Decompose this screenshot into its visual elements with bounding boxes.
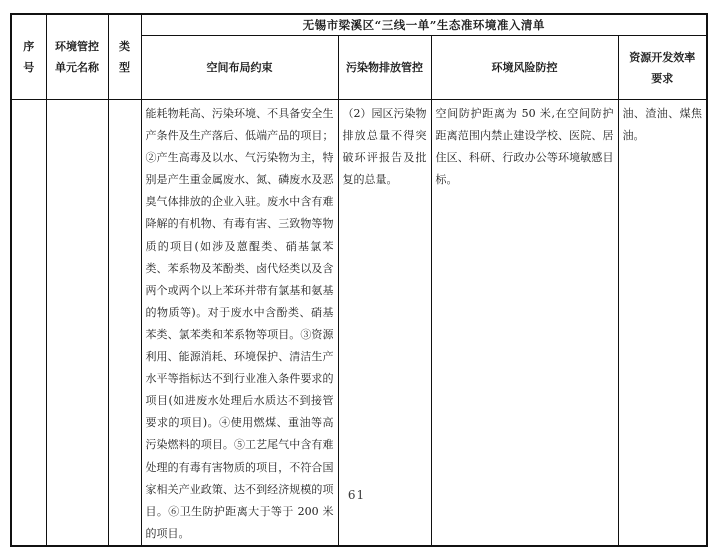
table-banner-row — [11, 14, 707, 36]
header-pollutant-control: 污染物排放管控 — [338, 36, 431, 100]
cell-type — [108, 100, 141, 546]
table-title: 无锡市梁溪区“三线一单”生态准环境准入清单 — [141, 14, 707, 36]
cell-pollutant-control: （2）园区污染物排放总量不得突破环评报告及批复的总量。 — [338, 100, 431, 546]
page-number: 61 — [347, 488, 366, 502]
table-row — [11, 100, 707, 546]
header-index: 序号 — [11, 14, 46, 100]
header-spatial-layout: 空间布局约束 — [141, 36, 338, 100]
cell-spatial-layout: 能耗物耗高、污染环境、不具备安全生产条件及生产落后、低端产品的项目；②产生高毒及以水、气污染物为主，特别是产生重金属废水、氮、磷废水及恶臭气体排放的企业入驻。废水中含有难降解的有机物、有毒有害、三致物等物质的项目(如涉及蒽醌类、硝基氯苯类、苯系物及苯酚类、卤代烃类以及含两个或两个以上苯环并带有氯基和氨基的物质等)。对于废水中含酚类、硝基苯类、氯苯类和苯系物等项目。③资源利用、能源消耗、环境保护、清洁生产水平等指标达不到行业准入条件要求的项目(如进废水处理后水质达不到接管要求的项目)。④使用燃煤、重油等高污染燃料的项目。⑤工艺尾气中含有难处理的有毒有害物质的项目，不符合国家相关产业政策、达不到经济规模的项目。⑥卫生防护距离大于等于 200 米的项目。 — [141, 100, 338, 546]
header-type: 类型 — [108, 14, 141, 100]
header-risk-prevention: 环境风险防控 — [431, 36, 618, 100]
header-resource-efficiency: 资源开发效率要求 — [618, 36, 707, 100]
cell-resource-efficiency: 油、渣油、煤焦油。 — [618, 100, 707, 546]
access-list-table — [10, 13, 708, 547]
header-unit-name: 环境管控单元名称 — [46, 14, 108, 100]
cell-unit-name — [46, 100, 108, 546]
cell-index — [11, 100, 46, 546]
cell-risk-prevention: 空间防护距离为 50 米,在空间防护距离范围内禁止建设学校、医院、居住区、科研、行政办公等环境敏感目标。 — [431, 100, 618, 546]
